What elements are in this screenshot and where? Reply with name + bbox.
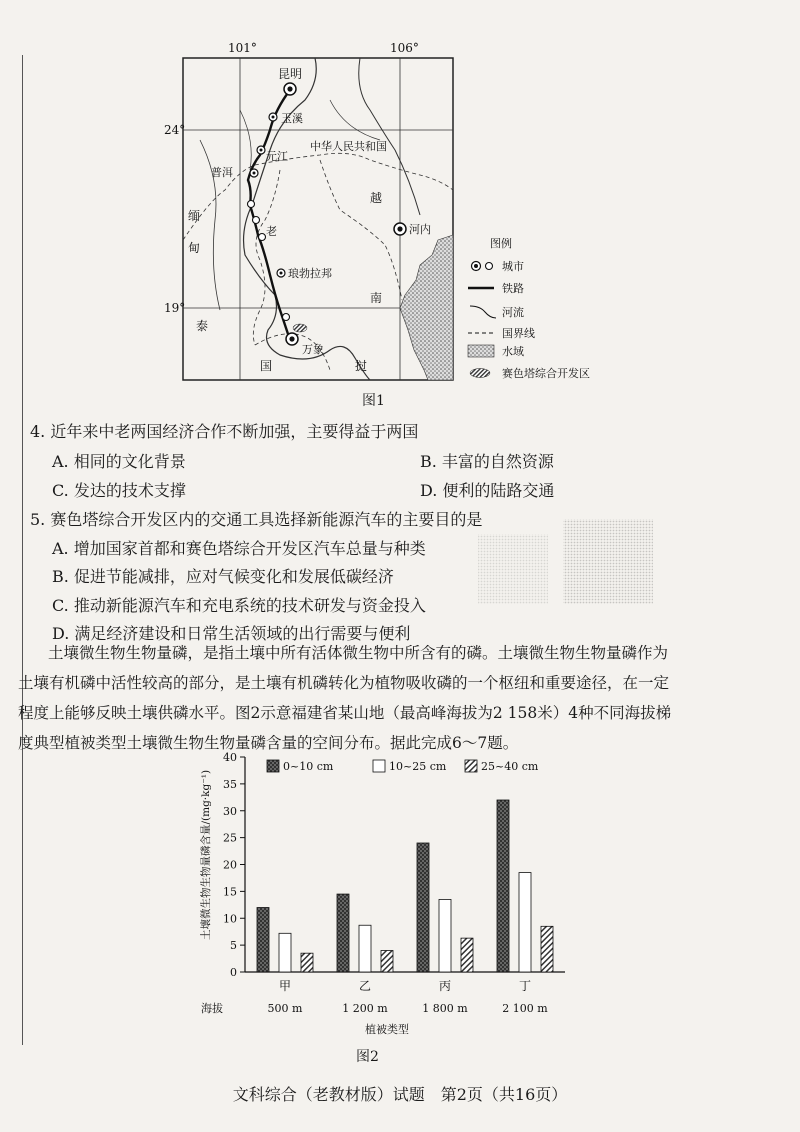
chart-category-label: 乙 bbox=[358, 979, 372, 993]
bar-chart bbox=[195, 745, 575, 1045]
chart-x-axis-label: 植被类型 bbox=[365, 1023, 409, 1036]
country-label-thailand-1: 泰 bbox=[196, 319, 209, 333]
passage-line-3: 程度上能够反映土壤供磷水平。图2示意福建省某山地（最高峰海拔为2 158米）4种不同海拔梯 bbox=[18, 704, 672, 722]
chart-bar bbox=[359, 925, 371, 972]
country-label-laos-2: 挝 bbox=[355, 359, 368, 373]
binding-margin-line bbox=[22, 55, 23, 1045]
legend-label: 25~40 cm bbox=[481, 760, 539, 773]
question-4-option-a: A. 相同的文化背景 bbox=[52, 452, 186, 471]
chart-altitude-label: 1 800 m bbox=[422, 1002, 468, 1015]
figure-2-caption: 图2 bbox=[356, 1049, 379, 1065]
map-svg bbox=[164, 40, 610, 385]
legend-swatch bbox=[267, 760, 279, 772]
country-label-myanmar-2: 甸 bbox=[188, 241, 201, 255]
chart-category-label: 甲 bbox=[278, 979, 292, 993]
lat-label-19: 19° bbox=[164, 301, 186, 315]
chart-y-tick-label: 15 bbox=[223, 885, 237, 899]
legend-swatch bbox=[373, 760, 385, 772]
chart-bar bbox=[381, 951, 393, 973]
chart-altitude-label: 1 200 m bbox=[342, 1002, 388, 1015]
legend-water: 水域 bbox=[502, 345, 524, 358]
legend-city: 城市 bbox=[502, 260, 524, 273]
city-label-yuanjiang: 元江 bbox=[266, 150, 288, 163]
legend-border: 国界线 bbox=[502, 327, 535, 340]
lon-label-101: 101° bbox=[228, 41, 257, 55]
chart-altitude-prefix: 海拔 bbox=[201, 1002, 223, 1015]
passage bbox=[18, 638, 772, 758]
question-5-option-d: D. 满足经济建设和日常生活领域的出行需要与便利 bbox=[52, 624, 411, 643]
chart-category-label: 丁 bbox=[518, 979, 532, 993]
chart-bar bbox=[519, 873, 531, 972]
legend-railway: 铁路 bbox=[502, 282, 524, 295]
city-label-kunming: 昆明 bbox=[278, 67, 303, 81]
country-label-china: 中华人民共和国 bbox=[310, 140, 387, 153]
chart-svg bbox=[195, 745, 575, 1045]
chart-y-tick-label: 35 bbox=[223, 777, 237, 791]
chart-y-tick-label: 40 bbox=[223, 751, 237, 764]
chart-bar bbox=[497, 800, 509, 972]
country-label-vietnam-2: 南 bbox=[370, 291, 383, 305]
city-label-luangprabang: 琅勃拉邦 bbox=[288, 267, 332, 280]
question-4-stem: 4. 近年来中老两国经济合作不断加强，主要得益于两国 bbox=[30, 422, 419, 441]
legend-dev-zone: 赛色塔综合开发区 bbox=[502, 367, 590, 380]
chart-altitude-label: 2 100 m bbox=[502, 1002, 548, 1015]
map-figure bbox=[164, 40, 610, 385]
chart-altitude-label: 500 m bbox=[267, 1002, 303, 1015]
city-label-vientiane: 万象 bbox=[302, 343, 324, 356]
lat-label-24: 24° bbox=[164, 123, 186, 137]
country-label-vietnam-1: 越 bbox=[370, 191, 383, 205]
passage-line-2: 土壤有机磷中活性较高的部分，是土壤有机磷转化为植物吸收磷的一个枢纽和重要途径，在一定 bbox=[18, 674, 670, 692]
country-label-thailand-2: 国 bbox=[260, 359, 273, 373]
chart-bar bbox=[301, 953, 313, 972]
question-5-stem: 5. 赛色塔综合开发区内的交通工具选择新能源汽车的主要目的是 bbox=[30, 510, 483, 529]
legend-river: 河流 bbox=[502, 306, 524, 319]
chart-y-tick-label: 30 bbox=[223, 804, 237, 818]
chart-bar bbox=[257, 908, 269, 973]
chart-y-tick-label: 10 bbox=[223, 912, 237, 926]
city-label-puer: 普洱 bbox=[211, 166, 233, 179]
question-5-option-a: A. 增加国家首都和赛色塔综合开发区汽车总量与种类 bbox=[52, 539, 426, 558]
faint-stamp-image bbox=[468, 514, 658, 614]
country-label-myanmar-1: 缅 bbox=[188, 209, 201, 223]
passage-line-1: 土壤微生物生物量磷，是指土壤中所有活体微生物中所含有的磷。土壤微生物生物量磷作为 bbox=[48, 644, 669, 662]
question-4-option-d: D. 便利的陆路交通 bbox=[420, 481, 555, 500]
question-5-option-c: C. 推动新能源汽车和充电系统的技术研发与资金投入 bbox=[52, 596, 426, 615]
map-legend bbox=[468, 236, 590, 380]
question-5-option-b: B. 促进节能减排，应对气候变化和发展低碳经济 bbox=[52, 567, 394, 586]
chart-bar bbox=[337, 894, 349, 972]
country-label-laos: 老 bbox=[266, 225, 277, 238]
lon-label-106: 106° bbox=[390, 41, 419, 55]
legend-swatch bbox=[465, 760, 477, 772]
chart-bar bbox=[417, 843, 429, 972]
chart-y-tick-label: 25 bbox=[223, 831, 237, 845]
chart-y-tick-label: 20 bbox=[223, 858, 237, 872]
chart-y-tick-label: 5 bbox=[230, 939, 237, 953]
chart-bar bbox=[541, 926, 553, 972]
question-4-option-b: B. 丰富的自然资源 bbox=[420, 452, 554, 471]
chart-y-axis-label: 土壤微生物生物量磷含量/(mg·kg⁻¹) bbox=[200, 769, 212, 940]
passage-line-4: 度典型植被类型土壤微生物生物量磷含量的空间分布。据此完成6～7题。 bbox=[18, 734, 519, 752]
legend-title: 图例 bbox=[490, 237, 512, 250]
chart-y-tick-label: 0 bbox=[230, 966, 237, 979]
figure-1-caption: 图1 bbox=[362, 393, 385, 409]
page-footer: 文科综合（老教材版）试题 第2页（共16页） bbox=[232, 1085, 568, 1104]
city-label-yuxi: 玉溪 bbox=[281, 112, 303, 125]
chart-bar bbox=[461, 938, 473, 972]
city-label-hanoi: 河内 bbox=[409, 223, 431, 236]
legend-label: 0~10 cm bbox=[283, 760, 334, 773]
chart-category-label: 丙 bbox=[438, 979, 452, 993]
question-4-option-c: C. 发达的技术支撑 bbox=[52, 481, 186, 500]
chart-bar bbox=[439, 899, 451, 972]
legend-label: 10~25 cm bbox=[389, 760, 447, 773]
chart-bar bbox=[279, 933, 291, 972]
